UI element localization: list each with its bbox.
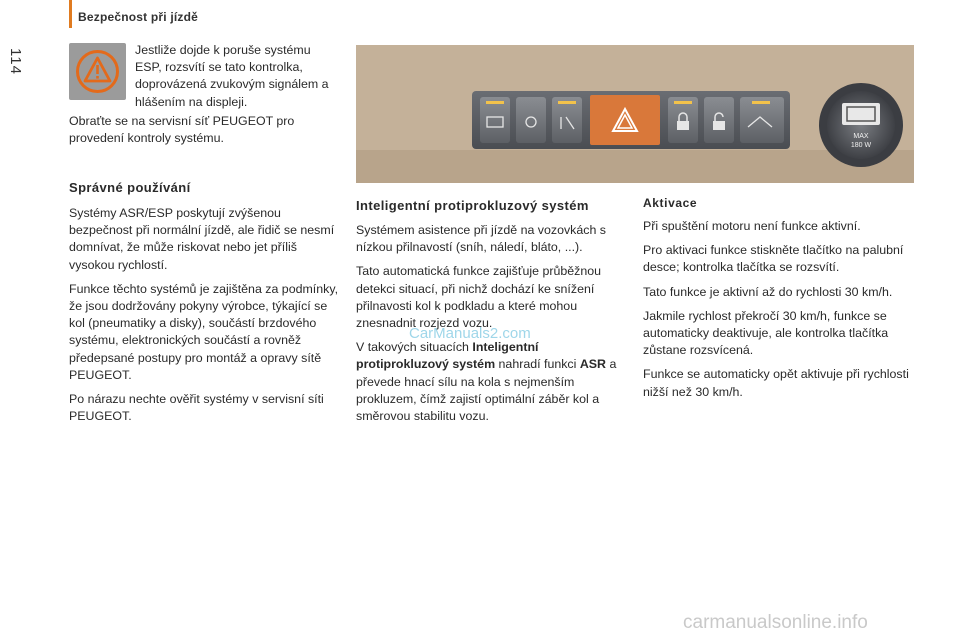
correct-use-paragraph: Po nárazu nechte ověřit systémy v servisní síti PEUGEOT. — [69, 392, 324, 424]
para3-text-start: V takových situacích — [356, 340, 473, 355]
intelligent-traction-paragraph: Tato automatická funkce zajišťuje průběžnou detekci situací, při nichž dochází ke snížení přilnavosti kol k podkladu a které mohou znesnadnit rozjezd vozu. — [356, 264, 602, 331]
activation-paragraph: Funkce se automaticky opět aktivuje při rychlosti nižší než 30 km/h. — [643, 367, 909, 399]
intelligent-traction-heading: Inteligentní protiprokluzový systém — [356, 198, 589, 213]
activation-paragraph: Pro aktivaci funkce stiskněte tlačítko na palubní desce; kontrolka tlačítka se rozsvítí. — [643, 243, 904, 275]
section-accent-bar — [69, 0, 72, 28]
page-number: 114 — [7, 48, 24, 75]
socket-label-watts: 180 W — [850, 142, 872, 149]
correct-use-paragraph: Funkce těchto systémů je zajištěna za podmínky, že jsou dodržovány pokyny výrobce, týkající se kol (pneumatiky a disky), součástí brzdového systému, elektronických součástí a rovněž předepsané postupy pro montáž a opravy sítě PEUGEOT. — [69, 281, 339, 382]
watermark-mid: CarManuals2.com — [409, 325, 531, 342]
para3-bold-system-name: Inteligentní protiprokluzový systém — [356, 340, 539, 372]
socket-label-max: MAX — [853, 133, 869, 140]
hazard-triangle-icon — [69, 43, 126, 100]
correct-use-body — [69, 205, 344, 432]
activation-paragraph: Jakmile rychlost překročí 30 km/h, funkce se automaticky deaktivuje, ale kontrolka tlačítka zůstane rozsvícená. — [643, 308, 889, 358]
activation-body — [643, 218, 918, 408]
correct-use-heading: Správné používání — [69, 180, 191, 195]
intelligent-traction-paragraph — [356, 339, 631, 425]
esp-fault-text: Jestliže dojde k poruše systému ESP, rozsvítí se tato kontrolka, doprovázená zvukovým signálem a hlášením na displeji. — [135, 43, 329, 109]
activation-heading: Aktivace — [643, 196, 698, 210]
watermark-bottom: carmanualsonline.info — [683, 612, 868, 633]
para3-text-mid: nahradí funkci — [495, 357, 580, 372]
correct-use-paragraph: Systémy ASR/ESP poskytují zvýšenou bezpečnost při normální jízdě, ale řidič se nesmí domnívat, že může riskovat nebo jet příliš vysokou rychlostí. — [69, 206, 335, 272]
activation-paragraph: Při spuštění motoru není funkce aktivní. — [643, 219, 861, 233]
para3-bold-asr: ASR — [579, 357, 606, 372]
para3-text-end: a převede hnací sílu na kola s nejmenším prokluzem, čímž zajistí optimální záběr kol a směrovou stabilitu vozu. — [356, 357, 617, 424]
section-title: Bezpečnost při jízdě — [78, 10, 199, 24]
dashboard-switch-panel-photo — [356, 45, 914, 183]
activation-paragraph: Tato funkce je aktivní až do rychlosti 30 km/h. — [643, 284, 893, 299]
intelligent-traction-paragraph: Systémem asistence při jízdě na vozovkách s nízkou přilnavostí (sníh, náledí, bláto, ...). — [356, 223, 606, 255]
service-text: Obraťte se na servisní síť PEUGEOT pro provedení kontroly systému. — [69, 114, 295, 146]
